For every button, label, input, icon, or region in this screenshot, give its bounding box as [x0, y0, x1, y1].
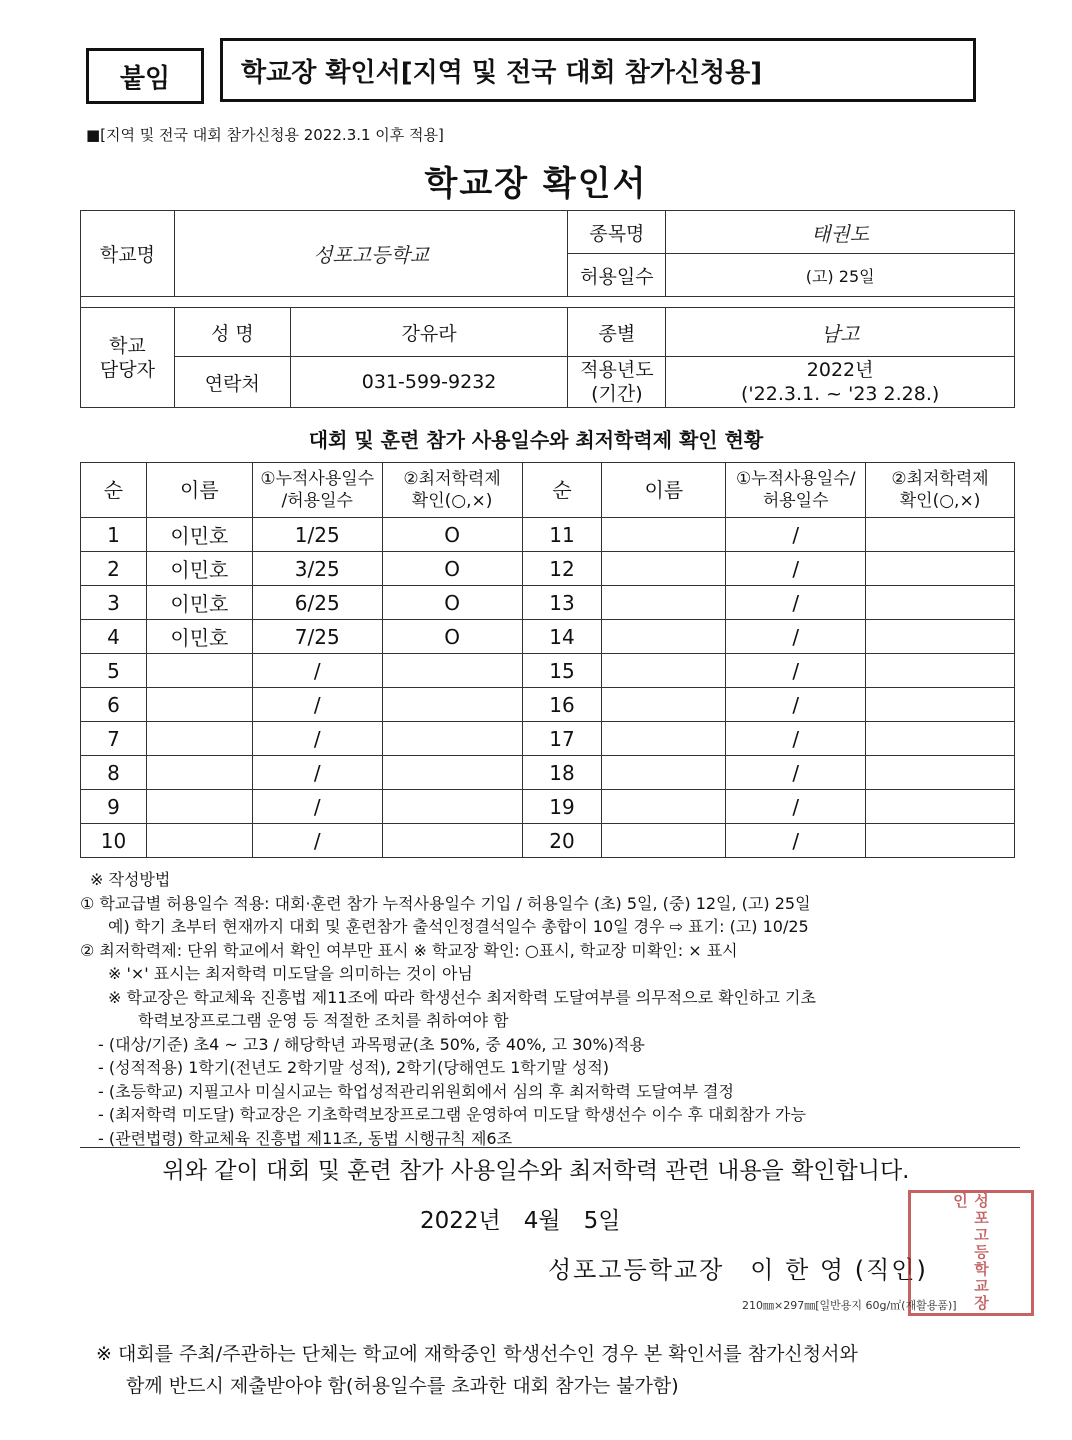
year-label: 적용년도 (기간) — [568, 357, 666, 408]
name-value: 강유라 — [290, 308, 568, 357]
guide-line-1: ① 학교급별 허용일수 적용: 대회·훈련 참가 누적사용일수 기입 / 허용일수 (초) 5일, (중) 12일, (고) 25일 — [80, 893, 811, 913]
row-name-right — [602, 790, 726, 824]
notice-text: ■[지역 및 전국 대회 참가신청용 2022.3.1 이후 적용] — [86, 126, 444, 144]
row-no-right: 18 — [522, 756, 602, 790]
guide-line-4: ※ '×' 표시는 최저학력 미도달을 의미하는 것이 아님 — [108, 964, 473, 983]
row-academic-right — [866, 620, 1015, 654]
row-days-right: / — [726, 756, 866, 790]
row-no-left: 1 — [81, 518, 147, 552]
col-academic-right: ②최저학력제 확인(○,×) — [866, 463, 1015, 518]
row-no-right: 19 — [522, 790, 602, 824]
row-name-right — [602, 824, 726, 858]
row-days-right: / — [726, 722, 866, 756]
row-academic-right — [866, 586, 1015, 620]
guide-line-7: - (대상/기준) 초4 ~ 고3 / 해당학년 과목평균(초 50%, 중 40%, 고 30%)적용 — [98, 1034, 645, 1054]
allowed-days-label: 허용일수 — [568, 254, 666, 297]
row-days-left: / — [252, 688, 382, 722]
row-days-right: / — [726, 654, 866, 688]
row-name-left: 이민호 — [146, 620, 252, 654]
row-name-right — [602, 620, 726, 654]
row-days-left: / — [252, 790, 382, 824]
footer-line-1: ※ 대회를 주최/주관하는 단체는 학교에 재학중인 학생선수인 경우 본 확인서를 참가신청서와 — [96, 1343, 858, 1365]
row-name-right — [602, 722, 726, 756]
guide-line-8: - (성적적용) 1학기(전년도 2학기말 성적), 2학기(당해연도 1학기말 성적) — [98, 1058, 610, 1077]
row-days-left: / — [252, 654, 382, 688]
row-days-right: / — [726, 688, 866, 722]
contact-label: 연락처 — [174, 357, 290, 408]
row-academic-left — [382, 790, 522, 824]
guide-line-5: ※ 학교장은 학교체육 진흥법 제11조에 따라 학생선수 최저학력 도달여부를 의무적으로 확인하고 기초 — [108, 987, 816, 1007]
row-academic-right — [866, 654, 1015, 688]
row-no-left: 2 — [81, 552, 147, 586]
row-academic-right — [866, 722, 1015, 756]
footer-note — [96, 1338, 858, 1402]
guide-line-3: ② 최저학력제: 단위 학교에서 확인 여부만 표시 ※ 학교장 확인: ○표시, 학교장 미확인: × 표시 — [80, 940, 738, 960]
row-no-left: 10 — [81, 824, 147, 858]
row-name-left — [146, 790, 252, 824]
table-row — [81, 552, 1015, 586]
row-no-left: 6 — [81, 688, 147, 722]
row-no-left: 8 — [81, 756, 147, 790]
row-no-left: 3 — [81, 586, 147, 620]
row-name-right — [602, 518, 726, 552]
divider — [80, 1147, 1020, 1148]
guide-line-9: - (초등학교) 지필고사 미실시교는 학업성적관리위원회에서 심의 후 최저학력 도달여부 결정 — [98, 1081, 734, 1101]
writing-guide — [80, 868, 1020, 1150]
sport-value: 태권도 — [666, 211, 1015, 254]
row-days-right: / — [726, 790, 866, 824]
table-row — [81, 586, 1015, 620]
row-name-left — [146, 824, 252, 858]
row-days-right: / — [726, 620, 866, 654]
row-no-left: 7 — [81, 722, 147, 756]
row-academic-right — [866, 518, 1015, 552]
guide-line-10: - (최저학력 미도달) 학교장은 기초학력보장프로그램 운영하여 미도달 학생선수 이수 후 대회참가 가능 — [98, 1105, 806, 1124]
attachment-tag: 붙임 — [86, 48, 204, 104]
row-name-left: 이민호 — [146, 586, 252, 620]
row-days-right: / — [726, 552, 866, 586]
row-academic-left: O — [382, 620, 522, 654]
seal-text: 성포고등학교장인 — [951, 1193, 990, 1312]
row-no-right: 12 — [522, 552, 602, 586]
guide-line-2: 예) 학기 초부터 현재까지 대회 및 훈련참가 출석인정결석일수 총합이 10일 경우 ⇨ 표기: (고) 10/25 — [108, 917, 809, 936]
year-value: 2022년 — [806, 359, 874, 381]
year-cell — [666, 357, 1015, 408]
table-row — [81, 722, 1015, 756]
name-label: 성 명 — [174, 308, 290, 357]
row-name-right — [602, 552, 726, 586]
row-days-left: 1/25 — [252, 518, 382, 552]
row-academic-left: O — [382, 586, 522, 620]
row-academic-left — [382, 824, 522, 858]
row-days-left: 6/25 — [252, 586, 382, 620]
row-days-right: / — [726, 586, 866, 620]
col-name-left: 이름 — [146, 463, 252, 518]
guide-line-11: - (관련법령) 학교체육 진흥법 제11조, 동법 시행규칙 제6조 — [98, 1128, 513, 1148]
row-name-left — [146, 756, 252, 790]
col-no-left: 순 — [81, 463, 147, 518]
row-academic-left — [382, 654, 522, 688]
confirm-statement: 위와 같이 대회 및 훈련 참가 사용일수와 최저학력 관련 내용을 확인합니다. — [162, 1158, 910, 1184]
row-days-right: / — [726, 824, 866, 858]
row-name-left — [146, 722, 252, 756]
gender-label: 종별 — [568, 308, 666, 357]
row-days-left: / — [252, 722, 382, 756]
row-academic-left: O — [382, 518, 522, 552]
row-academic-right — [866, 824, 1015, 858]
participation-rows — [81, 518, 1015, 858]
col-days-right: ①누적사용일수/ 허용일수 — [726, 463, 866, 518]
row-days-left: / — [252, 824, 382, 858]
header-title: 학교장 확인서[지역 및 전국 대회 참가신청용] — [220, 38, 976, 102]
row-academic-left — [382, 756, 522, 790]
guide-heading: ※ 작성방법 — [90, 870, 171, 889]
row-days-right: / — [726, 518, 866, 552]
table-row — [81, 518, 1015, 552]
school-value: 성포고등학교 — [174, 211, 568, 297]
row-name-left: 이민호 — [146, 518, 252, 552]
gender-value: 남고 — [666, 308, 1015, 357]
row-name-right — [602, 654, 726, 688]
row-name-right — [602, 586, 726, 620]
row-days-left: 7/25 — [252, 620, 382, 654]
year-period: ('22.3.1. ~ '23 2.28.) — [741, 383, 940, 405]
table-row — [81, 824, 1015, 858]
row-days-left: 3/25 — [252, 552, 382, 586]
row-no-right: 20 — [522, 824, 602, 858]
row-name-left — [146, 654, 252, 688]
row-no-right: 14 — [522, 620, 602, 654]
row-no-left: 5 — [81, 654, 147, 688]
row-no-right: 13 — [522, 586, 602, 620]
row-academic-right — [866, 688, 1015, 722]
allowed-days-value: (고) 25일 — [666, 254, 1015, 297]
row-no-right: 17 — [522, 722, 602, 756]
table-row — [81, 756, 1015, 790]
row-academic-right — [866, 790, 1015, 824]
table-row — [81, 790, 1015, 824]
row-no-left: 9 — [81, 790, 147, 824]
participation-table — [80, 462, 1015, 858]
table-row — [81, 620, 1015, 654]
sport-label: 종목명 — [568, 211, 666, 254]
row-no-left: 4 — [81, 620, 147, 654]
col-name-right: 이름 — [602, 463, 726, 518]
row-name-left: 이민호 — [146, 552, 252, 586]
col-academic-left: ②최저학력제 확인(○,×) — [382, 463, 522, 518]
row-academic-left: O — [382, 552, 522, 586]
principal-signature: 성포고등학교장 이 한 영 (직인) — [548, 1256, 928, 1284]
table-row — [81, 688, 1015, 722]
row-days-left: / — [252, 756, 382, 790]
manager-label: 학교 담당자 — [81, 308, 175, 408]
section-title: 대회 및 훈련 참가 사용일수와 최저학력제 확인 현황 — [308, 428, 764, 452]
contact-value: 031-599-9232 — [290, 357, 568, 408]
paper-spec: 210㎜×297㎜[일반용지 60g/㎡(재활용품)] — [742, 1299, 957, 1312]
table-row — [81, 654, 1015, 688]
row-academic-left — [382, 688, 522, 722]
row-no-right: 15 — [522, 654, 602, 688]
guide-line-6: 학력보장프로그램 운영 등 적절한 조치를 취하여야 함 — [138, 1011, 509, 1030]
footer-line-2: 함께 반드시 제출받아야 함(허용일수를 초과한 대회 참가는 불가함) — [126, 1375, 679, 1397]
row-name-left — [146, 688, 252, 722]
row-no-right: 16 — [522, 688, 602, 722]
col-no-right: 순 — [522, 463, 602, 518]
row-no-right: 11 — [522, 518, 602, 552]
col-days-left: ①누적사용일수 /허용일수 — [252, 463, 382, 518]
row-academic-right — [866, 756, 1015, 790]
row-academic-right — [866, 552, 1015, 586]
info-table — [80, 210, 1015, 408]
row-name-right — [602, 688, 726, 722]
row-name-right — [602, 756, 726, 790]
document-title: 학교장 확인서 — [424, 164, 648, 204]
confirm-date: 2022년 4월 5일 — [420, 1208, 621, 1234]
row-academic-left — [382, 722, 522, 756]
school-label: 학교명 — [81, 211, 175, 297]
